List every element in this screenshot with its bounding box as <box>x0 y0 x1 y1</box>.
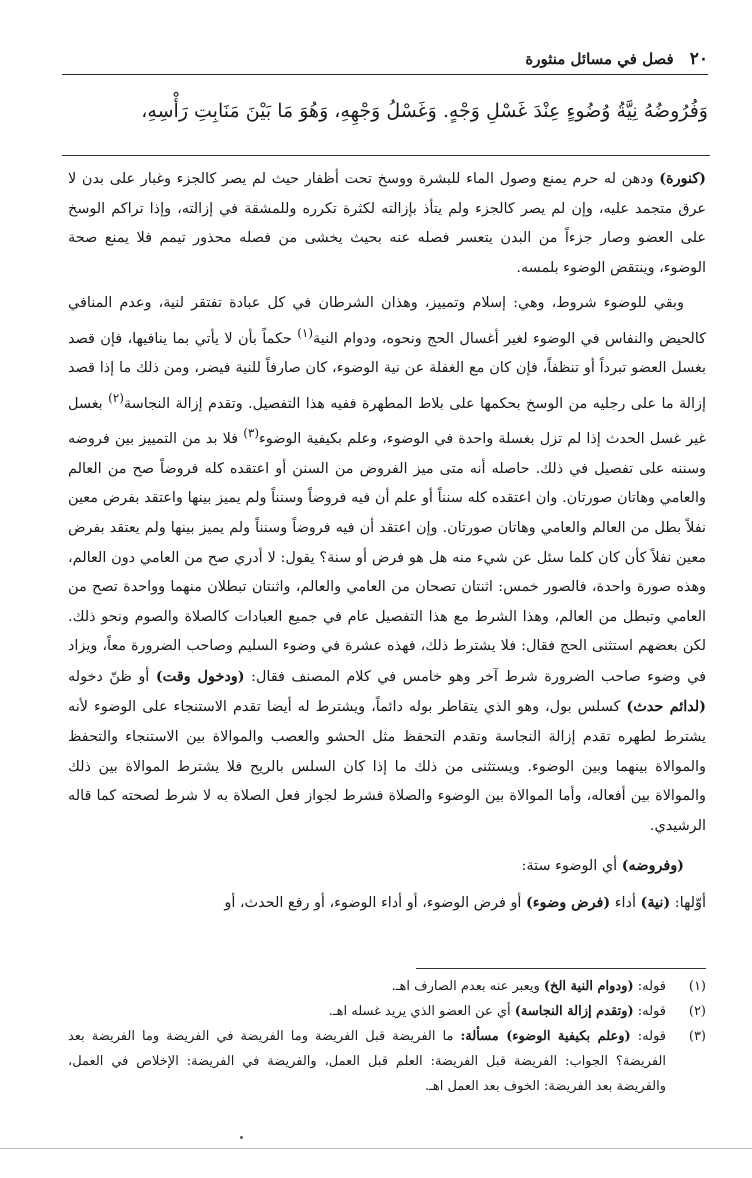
footnote-marker-2[interactable]: (٢) <box>108 390 124 405</box>
footnote-text <box>68 974 666 999</box>
bold-term: (وفروضه) <box>621 857 684 875</box>
paragraph-text: أو ظنّ دخوله <box>68 668 156 685</box>
paragraph-text: وبقي للوضوء شروط، وهي: إسلام وتمييز، وهذان الشرطان في كل عبادة تفتقر لنية، وعدم المنافي كالحيض والنفاس في الوضوء لغير أغسال الحج ونحوه، ودوام النية <box>68 295 706 347</box>
footnote-lead: قوله: <box>630 1029 667 1044</box>
paragraph-text: حكماً بأن لا يأتي بما ينافيها، فإن قصد بغسل العضو تبرداً أو تنظفاً، فإن كان مع الغفلة عن نية الوضوء، كان صارفاً للنية فيضر، ومن ذلك ما إذا قصد إزالة ما على رجليه من الوسخ بحكمها على بلاط المطهرة ففيه هذا التفصيل. وتقدم إزالة النجاسة <box>68 330 706 412</box>
commentary-paragraph-4 <box>68 888 706 919</box>
paragraph-text: أي الوضوء ستة: <box>521 858 622 875</box>
page-header <box>62 44 708 75</box>
bold-term: (وعلم بكيفية الوضوء) مسألة: <box>460 1029 631 1044</box>
bold-term: (فرض وضوء) <box>525 894 611 912</box>
paragraph-text: أو فرض الوضوء، أو أداء الوضوء، أو رفع الحدث، أو <box>224 895 526 912</box>
paragraph-text: كسلس بول، وهو الذي يتقاطر بوله دائماً، ويشترط له أيضا تقدم الاستنجاء على الوضوء لأنه يشترط لطهره تقدم إزالة النجاسة وتقدم التحفظ مثل الحشو والعصب والموالاة بين الاستنجاء والتحفظ والموالاة بينهما وبين الوضوء. ويستثنى من ذلك ما إذا كان السلس بالريح فلا يشترط الموالاة بين ذلك والموالاة بين أفعاله، وأما الموالاة بين الوضوء والصلاة فشرط لجواز فعل الصلاة به لا شرط لصحته كما قاله الرشيدي. <box>68 699 706 834</box>
bold-term: (وتقدم إزالة النجاسة) <box>514 1004 634 1019</box>
footnote-3 <box>68 1024 706 1099</box>
footnote-lead: قوله: <box>633 979 666 994</box>
commentary-paragraph-2 <box>68 289 706 841</box>
commentary-body <box>68 158 706 919</box>
footnote-text <box>68 999 666 1024</box>
paragraph-text: ودهن له حرم يمنع وصول الماء للبشرة ووسخ تحت أظفار حيث لم يصر كالجزء وغبار على بدن لا عرق متجمد عليه، وإن لم يصر كالجزء ولم يتأذ بإزالته لكثرة تكرره وللمشقة في إزالته، وإذا تراكم الوسخ على العضو وصار جزءاً من البدن يتعسر فصله عنه بحيث يخشى من فصله محذور تيمم فلا يمنع صحة الوضوء، وينتقض الوضوء بلمسه. <box>68 171 706 276</box>
paragraph-text: أوّلها: <box>670 895 706 912</box>
footnote-2 <box>68 999 706 1024</box>
paragraph-text: فلا بد من التمييز بين فروضه وسننه على تفصيل في ذلك. حاصله أنه متى ميز الفروض من السنن أو اعتقده كله فروضاً صح من العالم والعامي وهاتان صورتان. وان اعتقده كله سنناً أو علم أن فيه فروضاً وسنناً ولم يميز بينها واعتقد بفرض معين نفلاً بطل من العالم والعامي وهاتان صورتان. وإن اعتقد أن فيه فروضاً وسنناً ولم يميز بينها ولم يعتقد بفرض معين نفلاً كأن كان كلما سئل عن شيء منه هل هو فرض أو سنة؟ يقول: لا أدري صح من العامي دون العالم، وهذه صورة واحدة، فالصور خمس: اثنتان تصحان من العامي والعالم، واثنتان تبطلان منهما وواحدة تصح من العامي وتبطل من العالم، وهذا الشرط مع هذا التفصيل عام في جميع العبادات كالصلاة والصوم ونحو ذلك. لكن بعضهم استثنى الحج فقال: فلا يشترط ذلك، فهذه عشرة في وضوء السليم وصاحب الضرورة معاً، ويزاد في وضوء صاحب الضرورة شرط آخر وهو خامس في كلام المصنف فقال: <box>68 431 707 685</box>
page-bottom-edge <box>0 1148 752 1149</box>
bold-term: (ودوام النية الخ) <box>543 979 634 994</box>
bold-term: (نية) <box>640 894 671 912</box>
footnote-text <box>68 1024 666 1099</box>
paragraph-text: أداء <box>610 895 641 912</box>
commentary-paragraph-1 <box>68 164 706 283</box>
footnote-number: (١) <box>688 979 706 994</box>
paragraph-text: بغسل غير غسل الحدث إذا لم تزل بغسلة واحدة في الوضوء، وعلم بكيفية الوضوء <box>68 395 706 448</box>
matn-separator <box>62 155 710 156</box>
footnote-body: ما الفريضة قبل الفريضة وما الفريضة في الفريضة وما الفريضة بعد الفريضة؟ الجواب: الفريضة قبل الفريضة: العلم قبل العمل، والفريضة في الفريضة: الإخلاص في العمل، والفريضة بعد الفريضة: الخوف بعد العمل اهـ. <box>68 1029 666 1094</box>
footnote-1 <box>68 974 706 999</box>
matn-verse: وَفُرُوضُهُ نِيَّةُ وُضُوءٍ عِنْدَ غَسْلِ وَجْهٍ. وَغَسْلُ وَجْهِهِ، وَهُوَ مَا بَيْنَ مَنَابِتِ رَأْسِهِ، <box>141 100 708 122</box>
footnote-separator <box>416 968 706 969</box>
page-speck <box>240 1136 243 1139</box>
footnote-marker-1[interactable]: (١) <box>297 325 314 340</box>
chapter-title: فصل في مسائل منثورة <box>525 50 674 68</box>
footnote-marker-3[interactable]: (٣) <box>243 426 260 441</box>
footnote-number: (٣) <box>688 1029 706 1044</box>
bold-term: (لدائم حدث) <box>626 698 706 716</box>
footnote-body: أي عن العضو الذي يريد غسله اهـ. <box>328 1004 515 1019</box>
footnote-number: (٢) <box>688 1004 706 1019</box>
footnote-body: ويعبر عنه بعدم الصارف اهـ. <box>391 979 544 994</box>
footnote-lead: قوله: <box>633 1004 666 1019</box>
footnotes <box>68 974 706 1099</box>
page-number: ٢٠ <box>689 49 708 69</box>
commentary-paragraph-3 <box>68 851 706 882</box>
bold-term: (كنورة) <box>659 170 706 187</box>
bold-term: (ودخول وقت) <box>155 667 245 685</box>
